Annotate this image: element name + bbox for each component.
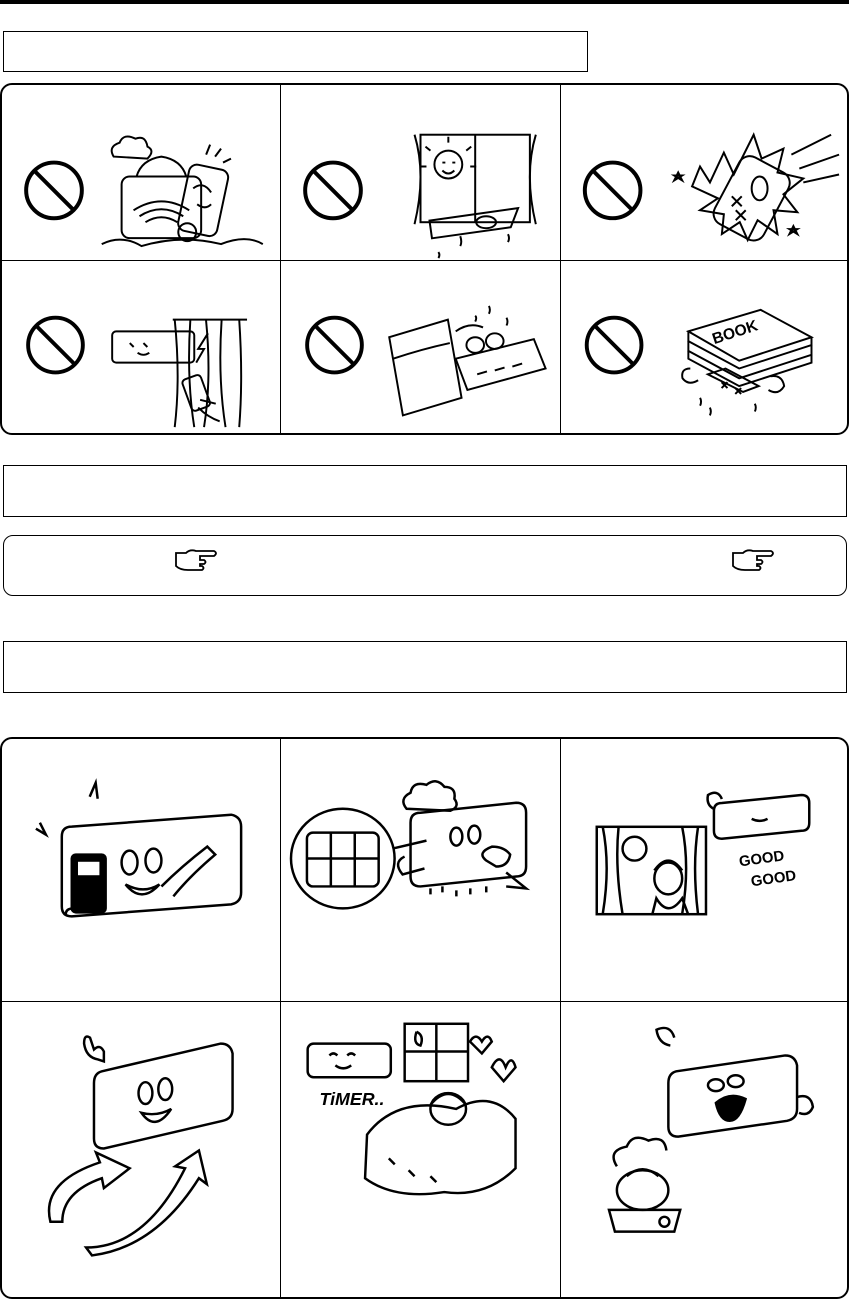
- dont-panels-grid: [0, 83, 849, 435]
- do-panel-remote: [2, 739, 281, 1002]
- pointing-hand-icon: [731, 547, 775, 571]
- adjust-airflow-illustration: [2, 1002, 280, 1297]
- do-panels-grid: [0, 737, 849, 1299]
- tip-heading-box: [3, 465, 847, 517]
- good-label-1: GOOD: [738, 848, 786, 871]
- clean-air-filter-illustration: [281, 739, 560, 1001]
- no-sign-icon: [587, 318, 642, 373]
- dont-panel-books: [561, 261, 847, 433]
- close-curtains-illustration: [561, 739, 847, 1001]
- dont-panel-water: [281, 261, 561, 433]
- books-label: BOOK: [710, 317, 761, 349]
- do-heading-box: [3, 641, 847, 693]
- section-heading-box: [3, 31, 588, 72]
- good-label-2: GOOD: [749, 868, 798, 891]
- note-box: [3, 535, 847, 596]
- do-panel-timer: [281, 1002, 561, 1297]
- timer-label: TiMER..: [319, 1088, 385, 1109]
- do-panel-airflow: [2, 1002, 281, 1297]
- remote-near-heater-illustration: [2, 85, 280, 260]
- dont-panel-curtain: [2, 261, 281, 433]
- top-rule: [0, 0, 849, 4]
- no-sign-icon: [26, 163, 82, 219]
- water-spilled-on-remote-illustration: [281, 261, 560, 433]
- dont-panel-sunlight: [281, 85, 561, 261]
- do-panel-filter: [281, 739, 561, 1002]
- avoid-heat-source-illustration: [561, 1002, 847, 1297]
- dont-panel-thrown: [561, 85, 847, 261]
- no-sign-icon: [305, 163, 361, 219]
- remote-in-sunlight-illustration: [281, 85, 560, 260]
- books-on-remote-illustration: [561, 261, 847, 433]
- do-panel-heat-source: [561, 1002, 847, 1297]
- do-panel-curtains: [561, 739, 847, 1002]
- remote-thrown-illustration: [561, 85, 847, 260]
- unit-holding-remote-illustration: [2, 739, 280, 1001]
- no-sign-icon: [585, 163, 641, 219]
- no-sign-icon: [307, 318, 362, 373]
- pointing-hand-icon: [174, 547, 218, 571]
- dont-panel-heater: [2, 85, 281, 261]
- no-sign-icon: [28, 318, 83, 373]
- curtain-blocking-signal-illustration: [2, 261, 280, 433]
- timer-sleep-illustration: [281, 1002, 560, 1297]
